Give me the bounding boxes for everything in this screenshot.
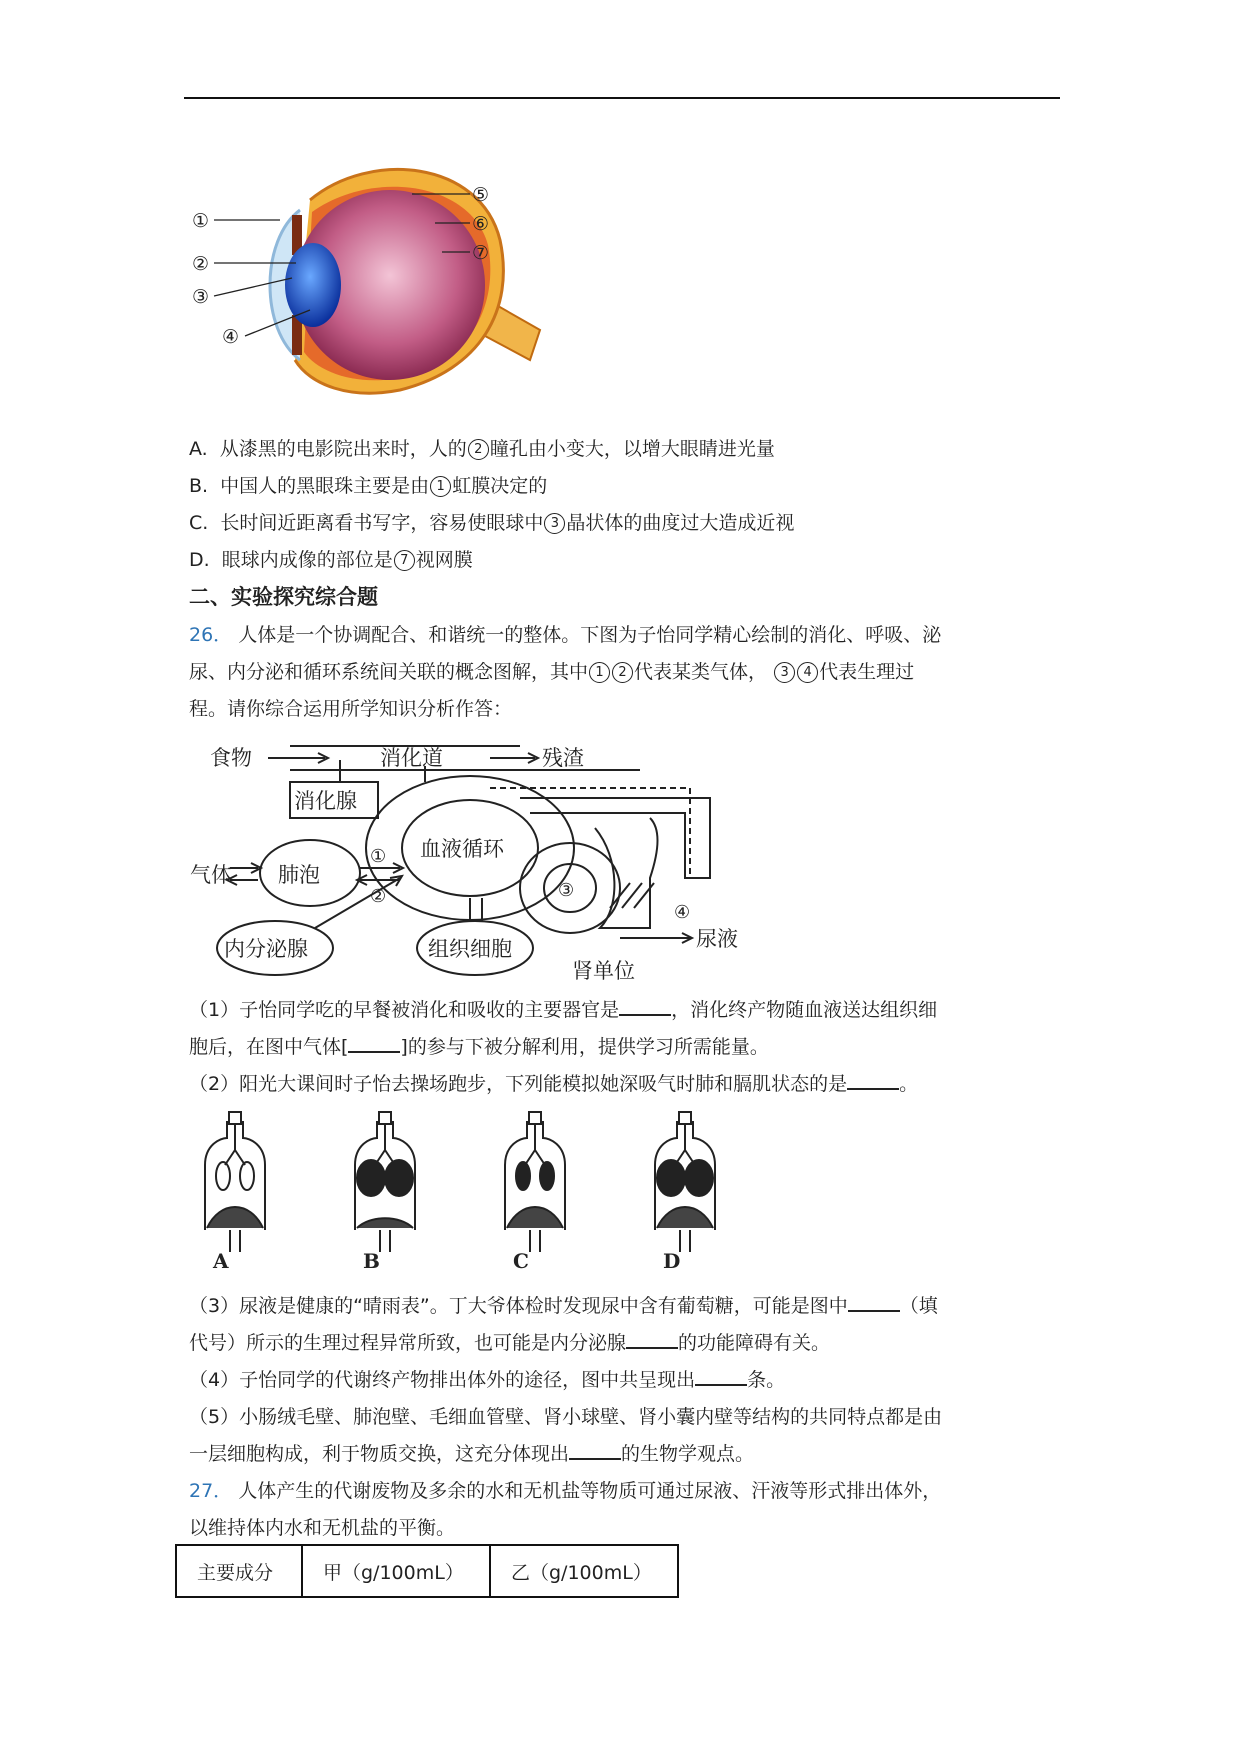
q26-p3-line2: 代号）所示的生理过程异常所致，也可能是内分泌腺 的功能障碍有关。 <box>189 1325 830 1362</box>
table-header-cell: 乙（g/100mL） <box>490 1545 678 1597</box>
eye-label-5: ⑤ <box>472 184 490 206</box>
table-header-cell: 主要成分 <box>176 1545 302 1597</box>
answer-blank[interactable] <box>847 1070 899 1090</box>
jar-label-a: A <box>213 1249 229 1273</box>
diagram-tissue: 组织细胞 <box>428 937 512 961</box>
q26-p1-line1: （1）子怡同学吃的早餐被消化和吸收的主要器官是 ，消化终产物随血液送达组织细 <box>189 992 937 1029</box>
q26-p5-line2: 一层细胞构成，利于物质交换，这充分体现出 的生物学观点。 <box>189 1436 754 1473</box>
section-title: 二、实验探究综合题 <box>189 585 378 609</box>
answer-blank[interactable] <box>848 1292 900 1312</box>
diagram-alveoli: 肺泡 <box>278 863 320 887</box>
composition-table <box>175 1544 679 1598</box>
q26-p2: （2）阳光大课间时子怡去操场跑步，下列能模拟她深吸气时肺和膈肌状态的是 。 <box>189 1066 918 1103</box>
answer-blank[interactable] <box>695 1366 747 1386</box>
option-a: A. 从漆黑的电影院出来时，人的 2 瞳孔由小变大，以增大眼睛进光量 <box>189 438 775 460</box>
diagram-food: 食物 <box>210 746 252 770</box>
jar-label-d: D <box>663 1249 681 1273</box>
option-d: D. 眼球内成像的部位是 7 视网膜 <box>189 549 473 571</box>
q26-intro-line1: 26． 人体是一个协调配合、和谐统一的整体。下图为子怡同学精心绘制的消化、呼吸、泌 <box>189 624 942 646</box>
diagram-num-3: ③ <box>558 880 575 901</box>
option-b: B. 中国人的黑眼珠主要是由 1 虹膜决定的 <box>189 475 548 497</box>
diagram-num-4: ④ <box>674 902 691 923</box>
q26-p1-line2: 胞后，在图中气体[ ]的参与下被分解利用，提供学习所需能量。 <box>189 1029 769 1066</box>
answer-blank[interactable] <box>348 1033 400 1053</box>
answer-blank[interactable] <box>626 1329 678 1349</box>
eye-label-7: ⑦ <box>472 242 490 264</box>
q26-number: 26． <box>189 624 233 646</box>
q27-line1: 27． 人体产生的代谢废物及多余的水和无机盐等物质可通过尿液、汗液等形式排出体外， <box>189 1480 942 1502</box>
eye-label-2: ② <box>192 253 210 275</box>
q26-p4: （4）子怡同学的代谢终产物排出体外的途径，图中共呈现出 条。 <box>189 1362 785 1399</box>
diagram-tract: 消化道 <box>380 746 443 770</box>
eye-label-4: ④ <box>222 326 240 348</box>
table-header-row <box>176 1545 678 1597</box>
eye-label-3: ③ <box>192 286 210 308</box>
eye-label-1: ① <box>192 210 210 232</box>
answer-blank[interactable] <box>619 996 671 1016</box>
answer-blank[interactable] <box>569 1440 621 1460</box>
q26-intro-line3: 程。请你综合运用所学知识分析作答： <box>189 698 513 720</box>
q26-p5-line1: （5）小肠绒毛壁、肺泡壁、毛细血管壁、肾小球壁、肾小囊内壁等结构的共同特点都是由 <box>189 1406 943 1428</box>
jar-label-b: B <box>363 1249 380 1273</box>
table-header-cell: 甲（g/100mL） <box>302 1545 490 1597</box>
eye-label-6: ⑥ <box>472 213 490 235</box>
diagram-residue: 残渣 <box>542 746 584 770</box>
option-c: C. 长时间近距离看书写字，容易使眼球中 3 晶状体的曲度过大造成近视 <box>189 512 795 534</box>
eye-diagram <box>192 160 580 410</box>
q26-p3-line1: （3）尿液是健康的“晴雨表”。丁大爷体检时发现尿中含有葡萄糖，可能是图中 （填 <box>189 1288 938 1325</box>
header-rule <box>184 97 1060 99</box>
diagram-urine: 尿液 <box>696 927 738 951</box>
q26-intro-line2: 尿、内分泌和循环系统间关联的概念图解，其中 1 2 代表某类气体， 3 4 代表生理过 <box>189 661 915 683</box>
concept-diagram <box>190 738 770 990</box>
diagram-num-1: ① <box>370 846 387 867</box>
diagram-blood: 血液循环 <box>420 837 504 861</box>
diagram-num-2: ② <box>370 886 387 907</box>
diagram-kidney: 肾单位 <box>572 959 635 983</box>
jar-label-c: C <box>513 1249 529 1273</box>
diagram-gland: 消化腺 <box>294 789 357 813</box>
bell-jar-models <box>185 1110 725 1273</box>
q27-line2: 以维持体内水和无机盐的平衡。 <box>189 1517 456 1539</box>
q27-number: 27． <box>189 1480 233 1502</box>
diagram-endocrine: 内分泌腺 <box>224 937 308 961</box>
diagram-gas: 气体 <box>190 863 232 887</box>
